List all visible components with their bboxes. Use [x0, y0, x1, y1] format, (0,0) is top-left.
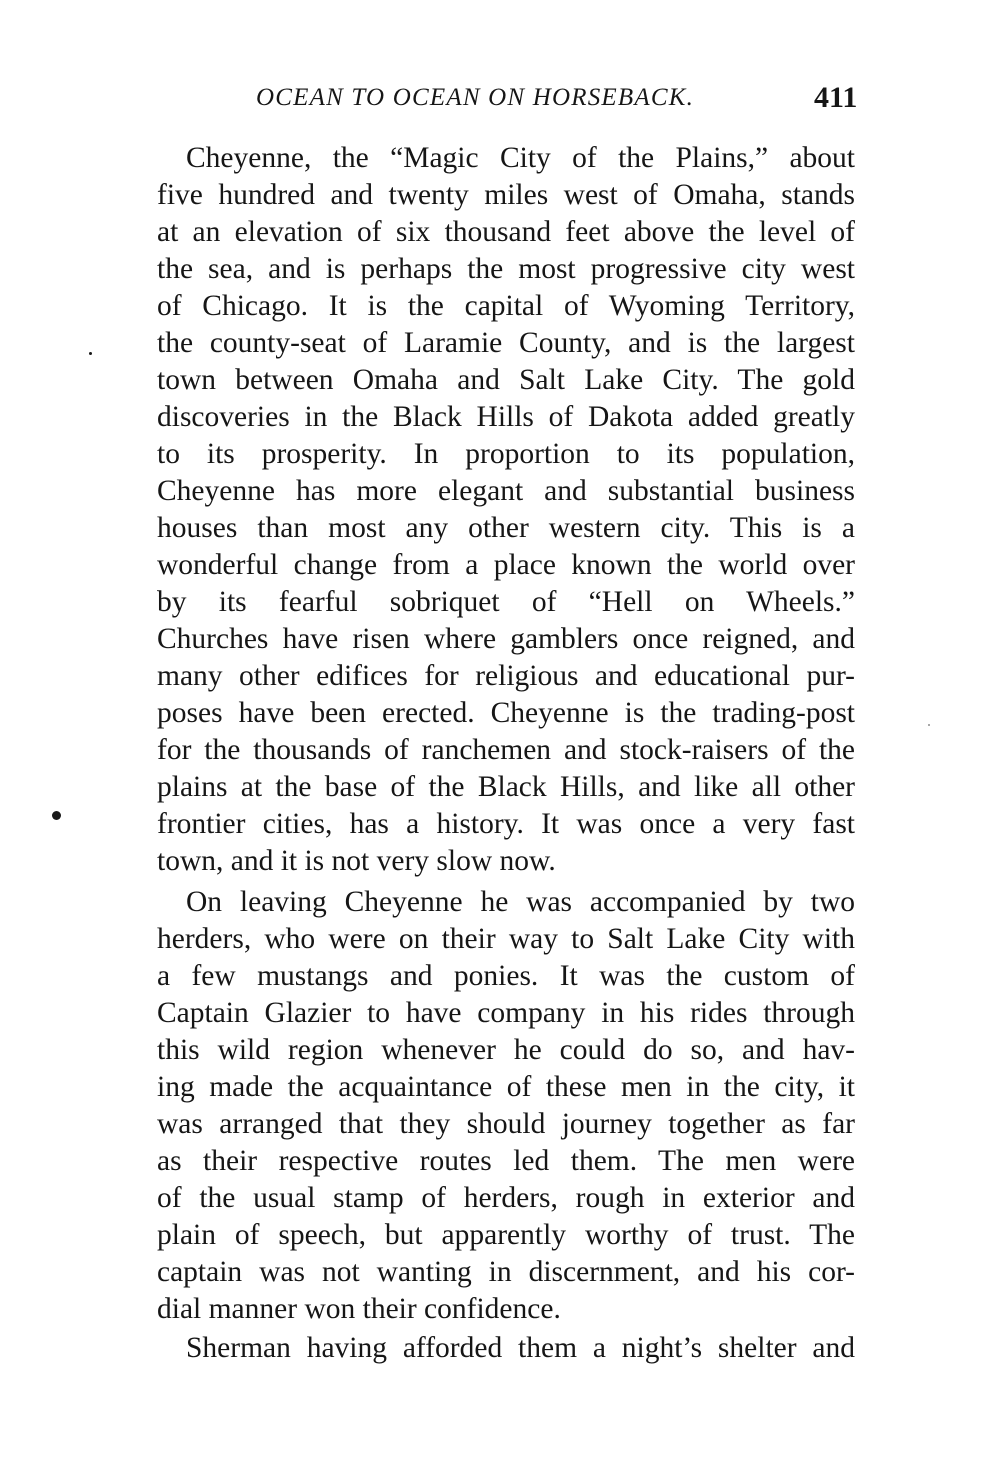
text-line: a few mustangs and ponies. It was the custom of: [157, 960, 855, 992]
running-head: [256, 80, 856, 120]
text-line: the sea, and is perhaps the most progressive city west: [157, 253, 855, 285]
text-line: Cheyenne has more elegant and substantial business: [157, 475, 855, 507]
text-line: plains at the base of the Black Hills, and like all other: [157, 771, 855, 803]
text-line: captain was not wanting in discernment, and his cor-: [157, 1256, 855, 1288]
text-line: frontier cities, has a history. It was once a very fast: [157, 808, 855, 840]
text-line: Churches have risen where gamblers once reigned, and: [157, 623, 855, 655]
text-line: many other edifices for religious and educational pur-: [157, 660, 855, 692]
page-number: 411: [814, 81, 858, 114]
text-line: of the usual stamp of herders, rough in exterior and: [157, 1182, 855, 1214]
text-line: On leaving Cheyenne he was accompanied by two: [186, 886, 855, 918]
text-line: wonderful change from a place known the world over: [157, 549, 855, 581]
text-line: Sherman having afforded them a night’s shelter and: [186, 1332, 855, 1364]
text-line: for the thousands of ranchemen and stock-raisers of the: [157, 734, 855, 766]
text-line: plain of speech, but apparently worthy of trust. The: [157, 1219, 855, 1251]
text-line: dial manner won their confidence.: [157, 1293, 561, 1325]
text-line: as their respective routes led them. The men were: [157, 1145, 855, 1177]
text-line: town between Omaha and Salt Lake City. The gold: [157, 364, 855, 396]
text-line: was arranged that they should journey together as far: [157, 1108, 855, 1140]
text-line: of Chicago. It is the capital of Wyoming Territory,: [157, 290, 855, 322]
text-line: Captain Glazier to have company in his rides through: [157, 997, 855, 1029]
ink-speck: [928, 724, 930, 726]
ink-speck: [52, 811, 61, 820]
text-line: at an elevation of six thousand feet above the level of: [157, 216, 855, 248]
text-line: five hundred and twenty miles west of Omaha, stands: [157, 179, 855, 211]
text-line: ing made the acquaintance of these men in the city, it: [157, 1071, 855, 1103]
text-line: herders, who were on their way to Salt Lake City with: [157, 923, 855, 955]
text-line: houses than most any other western city. This is a: [157, 512, 855, 544]
text-line: town, and it is not very slow now.: [157, 845, 556, 877]
text-line: Cheyenne, the “Magic City of the Plains,” about: [186, 142, 855, 174]
text-line: to its prosperity. In proportion to its population,: [157, 438, 855, 470]
ink-speck: [89, 352, 92, 355]
text-line: the county-seat of Laramie County, and is the largest: [157, 327, 855, 359]
text-line: discoveries in the Black Hills of Dakota added greatly: [157, 401, 855, 433]
running-title: OCEAN TO OCEAN ON HORSEBACK.: [256, 84, 695, 111]
text-line: poses have been erected. Cheyenne is the trading-post: [157, 697, 855, 729]
text-line: by its fearful sobriquet of “Hell on Wheels.”: [157, 586, 855, 618]
text-line: this wild region whenever he could do so, and hav-: [157, 1034, 855, 1066]
